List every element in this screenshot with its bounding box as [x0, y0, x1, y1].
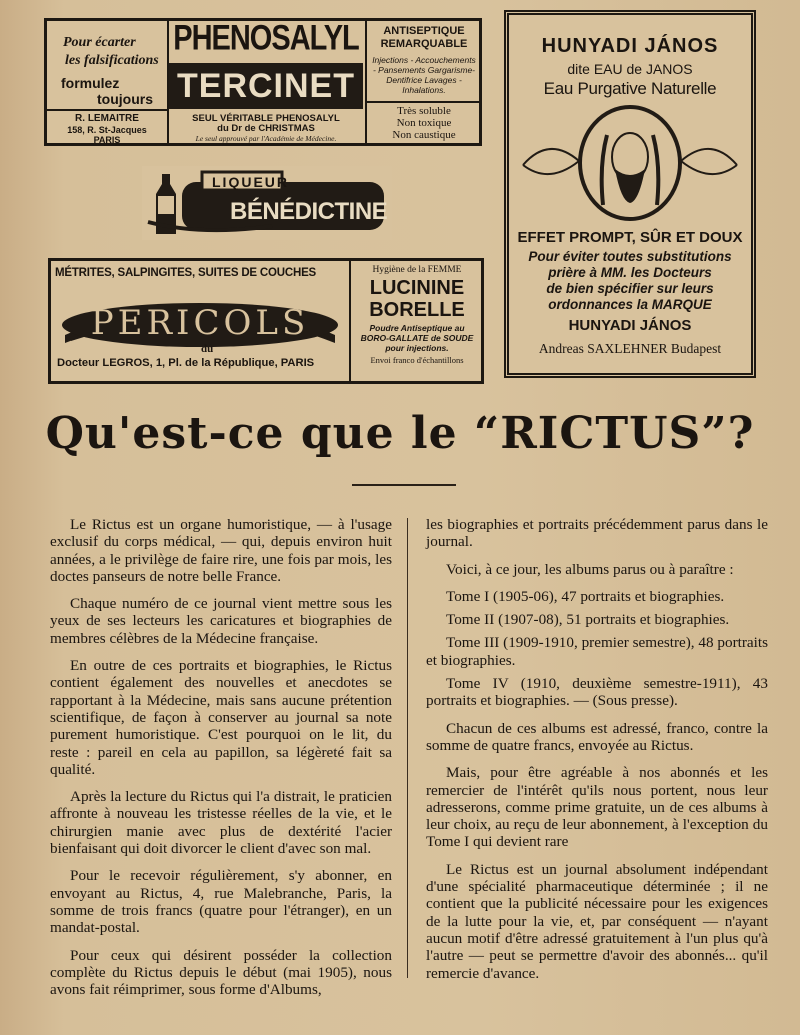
pheno-approval: Le seul approuvé par l'Académie de Médecine.	[195, 134, 337, 143]
paragraph: Voici, à ce jour, les albums parus ou à paraître :	[446, 560, 734, 578]
portrait-illustration	[519, 105, 741, 223]
peri-envoi: Envoi franco d'échantillons	[370, 355, 464, 365]
bene-line1: LIQUEUR	[212, 174, 289, 190]
article-left-column	[50, 516, 392, 1008]
pheno-right-title: ANTISEPTIQUE REMARQUABLE	[380, 25, 468, 50]
huny-title: HUNYADI JÁNOS	[541, 35, 719, 57]
paragraph: En outre de ces portraits et biographies, le Rictus contient également des nouvelles et anecdotes se rapportant à la Médecine, mais sans aucune prétention scientifique, de façon à conserver au journal sa note purement humoristique. C'est pourquoi on le lit, du reste : pareil en cela au papillon, sa légèreté fait sa qualité.	[50, 657, 392, 778]
huny-body-line: ordonnances la MARQUE	[548, 297, 712, 312]
phenosalyl-mid-panel	[169, 21, 363, 145]
pheno-brand-top: PHENOSALYL	[173, 19, 359, 59]
pheno-left-line3: formulez	[61, 75, 120, 91]
paragraph: les biographies et portraits précédemment parus dans le journal.	[426, 516, 768, 551]
article-right-column	[426, 516, 768, 992]
huny-tagline: Eau Purgative Naturelle	[543, 79, 717, 98]
headline-rule	[352, 484, 456, 486]
pheno-left-line2: les falsifications	[65, 53, 159, 68]
peri-du: du	[201, 343, 214, 355]
pheno-props	[367, 105, 481, 141]
huny-body-line: de bien spécifier sur leurs	[546, 281, 714, 296]
paragraph: Le Rictus est un journal absolument indépendant d'une spécialité pharmaceutique déterminée ; il ne contient que la publicité nécessaire pour les exigences de la lutte pour la vie, et, par conséquent — n'ayant aucun motif d'être adressé gratuitement à l'un plus qu'à l'autre — peut se permettre d'avoir des abonnés... qu'il remercie d'avance.	[426, 860, 768, 982]
divider	[47, 109, 167, 111]
pheno-subtitle2: du Dr de CHRISTMAS	[217, 123, 315, 134]
pheno-address-street: 158, R. St-Jacques	[67, 125, 147, 135]
paragraph: Chaque numéro de ce journal vient mettre sous les yeux de ses lecteurs les caricatures et biographies de membres célèbres de la Médecine française.	[50, 595, 392, 647]
benedictine-ad	[142, 166, 392, 240]
huny-body	[509, 249, 751, 313]
huny-effet: EFFET PROMPT, SÛR ET DOUX	[517, 229, 743, 246]
paragraph: Pour ceux qui désirent posséder la collection complète du Rictus depuis le début (mai 1905), nous avons fait réimprimer, sous forme d'Albums,	[50, 946, 392, 999]
peri-brand2-top: LUCININE	[369, 277, 465, 299]
pheno-prop: Non toxique	[396, 117, 452, 129]
pheno-prop: Non caustique	[392, 129, 456, 141]
peri-headline: MÉTRITES, SALPINGITES, SUITES DE COUCHES	[55, 267, 317, 279]
peri-doctor: Docteur LEGROS, 1, Pl. de la République, PARIS	[57, 357, 315, 369]
huny-subtitle: dite EAU de JANOS	[567, 61, 693, 77]
divider	[349, 261, 351, 381]
huny-body-line: Pour éviter toutes substitutions	[528, 249, 732, 264]
album-entry: Tome I (1905-06), 47 portraits et biographies.	[446, 587, 725, 605]
pheno-address-name: R. LEMAITRE	[75, 113, 139, 124]
pheno-right-uses: Injections - Accouchements - Pansements Gargarisme-Dentifrice Lavages - Inhalations.	[372, 55, 476, 95]
hunyadi-ad	[504, 10, 756, 378]
huny-brand: HUNYADI JÁNOS	[568, 317, 692, 334]
column-rule	[407, 518, 408, 978]
paragraph: Après la lecture du Rictus qui l'a distrait, le praticien affronte à nouveau les tristesse réelles de la vie, et le chirurgien manie avec plus de dextérité l'acier bienfaisant qui doit divorcer le client d'avec son mal.	[50, 788, 392, 858]
bene-line2: BÉNÉDICTINE	[230, 198, 388, 225]
album-entry: Tome IV (1910, deuxième semestre-1911), 43 portraits et biographies. — (Sous presse).	[426, 675, 768, 710]
album-entry: Tome II (1907-08), 51 portraits et biographies.	[446, 611, 730, 629]
pheno-subtitle: SEUL VÉRITABLE PHENOSALYL	[192, 113, 340, 124]
phenosalyl-right-panel	[365, 21, 481, 145]
paragraph: Le Rictus est un organe humoristique, — à l'usage exclusif du corps médical, — qui, depuis environ huit années, a le privilège de faire rire, une fois par mois, les doctes panseurs de notre belle France.	[50, 516, 392, 585]
peri-desc: Poudre Antiseptique au BORO-GALLATE de SOUDE pour injections.	[360, 323, 474, 353]
divider	[367, 101, 481, 103]
pheno-left-line4: toujours	[97, 91, 153, 107]
pheno-address-city: PARIS	[93, 135, 121, 145]
peri-brand: PERICOLS	[90, 303, 310, 343]
huny-body-line: prière à MM. les Docteurs	[548, 265, 712, 280]
album-entry: Tome III (1909-1910, premier semestre), 48 portraits et biographies.	[426, 634, 768, 669]
peri-brand2-bottom: BORELLE	[369, 299, 465, 321]
phenosalyl-ad	[44, 18, 482, 146]
paragraph: Mais, pour être agréable à nos abonnés et les remercier de l'intérêt qu'ils nous portent, nous leur adresserons, comme prime gratuite, un de ces albums à leur choix, au reçu de leur abonnement, à l'exception du Tome I qui devient rare	[426, 764, 768, 851]
huny-maker: Andreas SAXLEHNER Budapest	[538, 341, 722, 356]
pheno-brand-bottom: TERCINET	[169, 63, 363, 109]
paragraph: Pour le recevoir régulièrement, s'y abonner, en envoyant au Rictus, 4, rue Malebranche, Paris, la somme de trois francs (quatre pour l'étranger), en un mandat-postal.	[50, 867, 392, 937]
paragraph: Chacun de ces albums est adressé, franco, contre la somme de quatre francs, envoyée au Rictus.	[426, 719, 768, 754]
pheno-left-line1: Pour écarter	[63, 35, 136, 50]
peri-hyg: Hygiène de la FEMME	[372, 265, 462, 275]
pericols-ad	[48, 258, 484, 384]
article-headline: Qu'est-ce que le “RICTUS”?	[45, 408, 755, 459]
pheno-prop: Très soluble	[397, 105, 451, 117]
phenosalyl-left-panel	[47, 21, 169, 145]
